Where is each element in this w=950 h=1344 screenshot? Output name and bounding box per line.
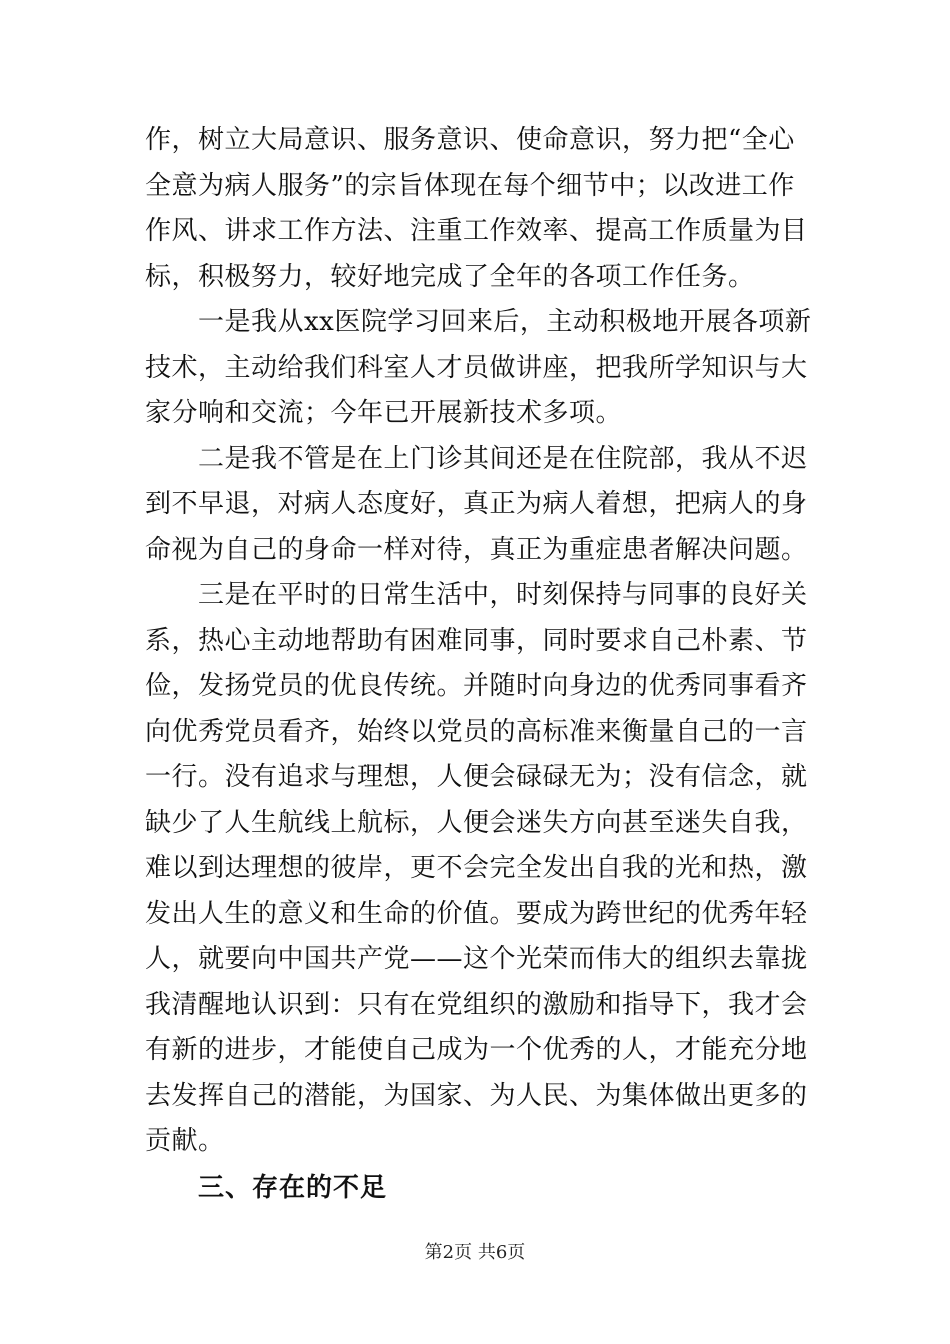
document-body: [145, 118, 815, 1165]
paragraph-continuation: 作，树立大局意识、服务意识、使命意识，努力把“全心 全意为病人服务”的宗旨体现在每个细节中；以改进工作 作风、讲求工作方法、注重工作效率、提高工作质量为目 标，积极努力，较好地完成了全年的各项工作任务。: [145, 125, 808, 292]
section-heading: 三、存在的不足: [198, 1173, 388, 1203]
paragraph-point-two: 二是我不管是在上门诊其间还是在住院部，我从不迟 到不早退，对病人态度好，真正为病人着想，把病人的身 命视为自己的身命一样对待，真正为重症患者解决问题。: [145, 443, 808, 565]
paragraph-point-one: 一是我从xx医院学习回来后，主动积极地开展各项新 技术，主动给我们科室人才员做讲座，把我所学知识与大 家分响和交流；今年已开展新技术多项。: [145, 307, 812, 428]
page-number-footer: 第2页 共6页: [424, 1242, 526, 1263]
paragraph-point-three: 三是在平时的日常生活中，时刻保持与同事的良好关 系，热心主动地帮助有困难同事，同时要求自己朴素、节 俭，发扬党员的优良传统。并随时向身边的优秀同事看齐 向优秀党员看齐，始终以党员的高标准来衡量自己的一言 一行。没有追求与理想，人便会碌碌无为；没有信念，就 缺少了人生航线上航标，人便会迷失方向甚至迷失自我， 难以到达理想的彼岸，更不会完全发出自我的光和热，激 发出人生的意义和生命的价值。要成为跨世纪的优秀年轻 人，就要向中国共产党——这个光荣而伟大的组织去靠拢 我清醒地认识到：只有在党组织的激励和指导下，我才会 有新的进步，才能使自己成为一个优秀的人，才能充分地 去发挥自己的潜能，为国家、为人民、为集体做出更多的 贡献。: [145, 580, 808, 1156]
